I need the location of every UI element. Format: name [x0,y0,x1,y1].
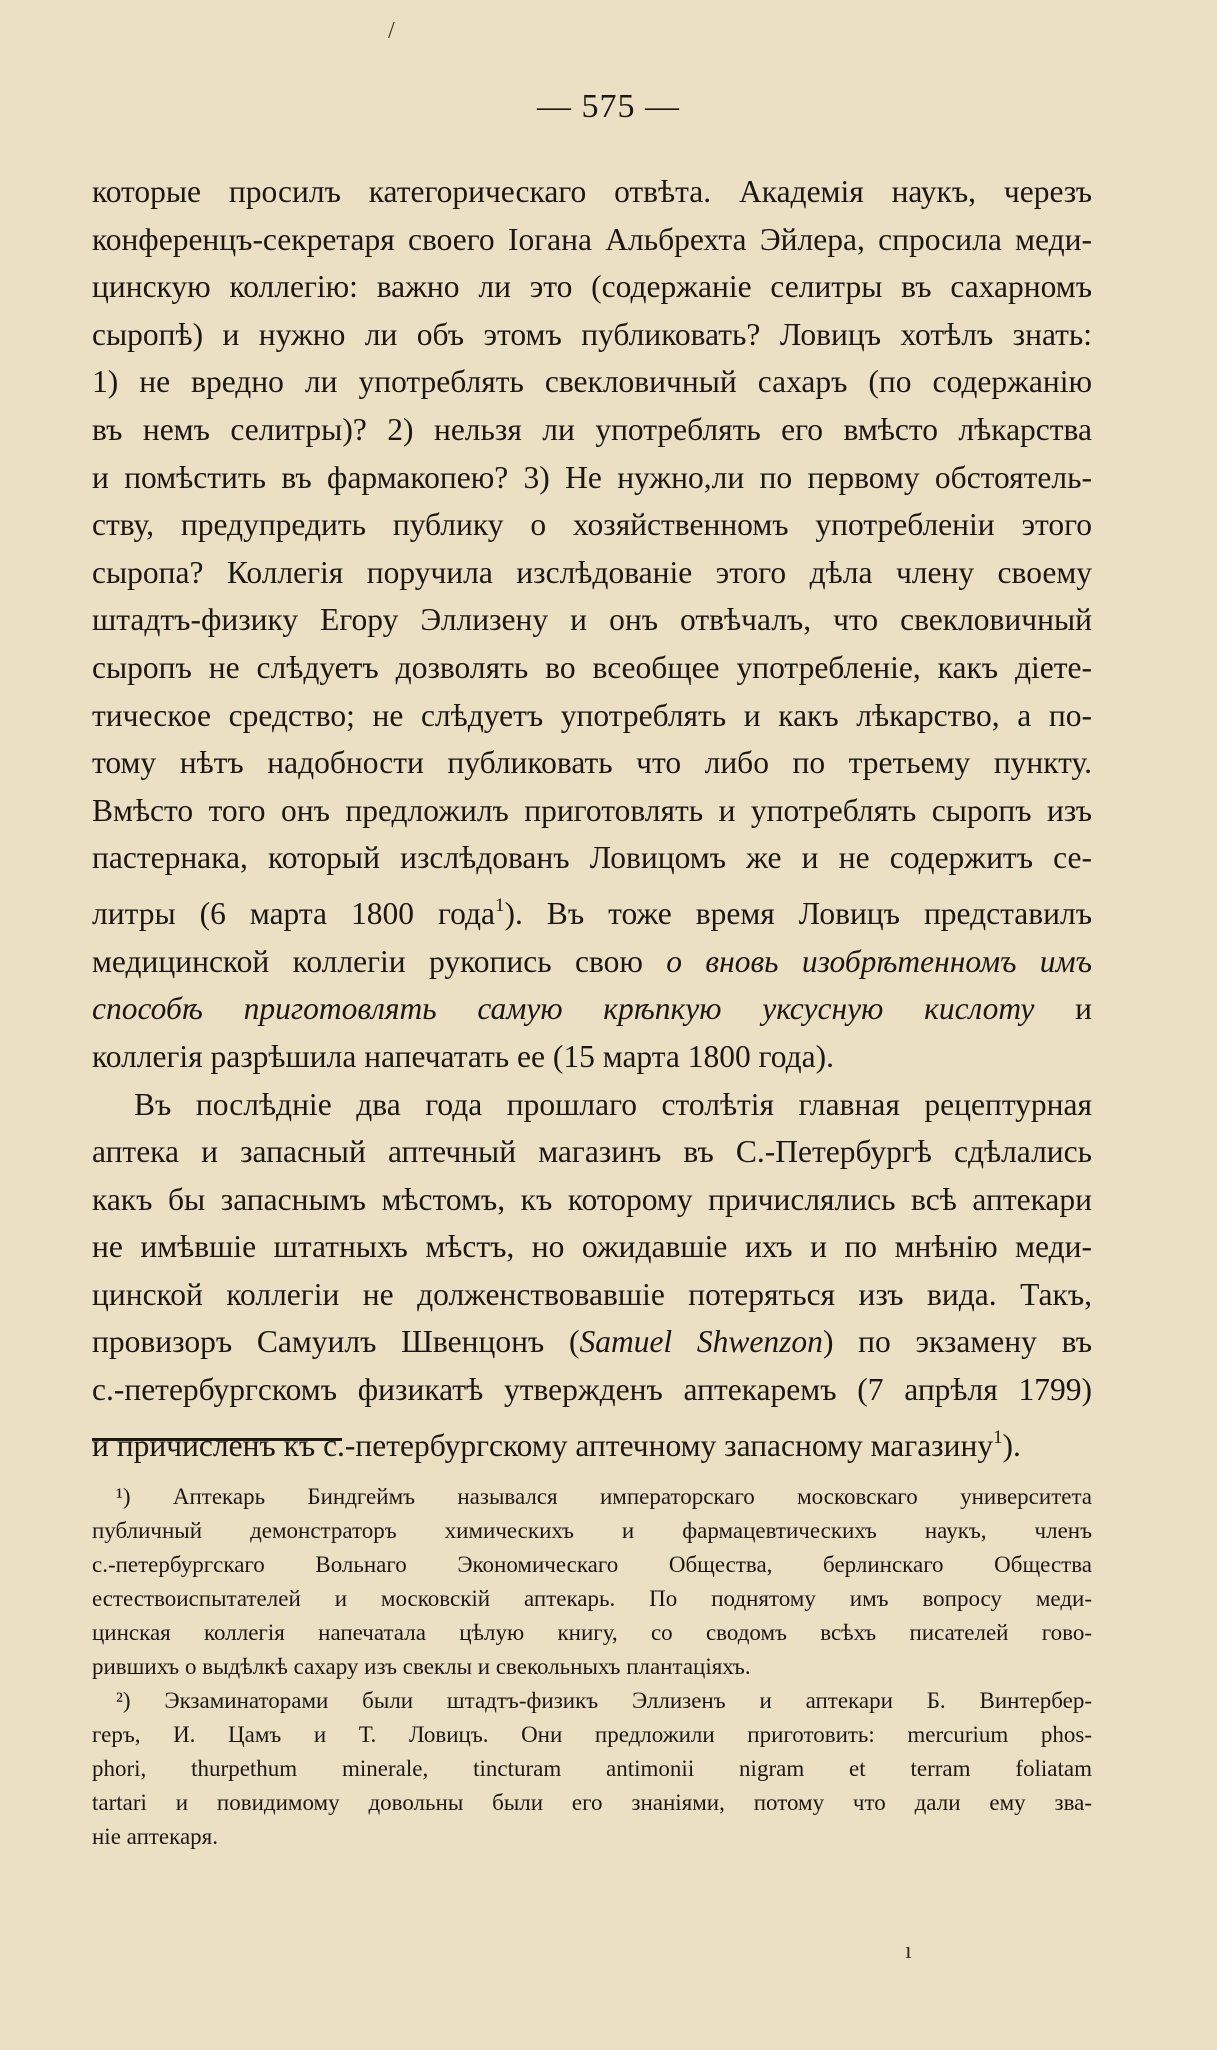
text-segment: ) по экзамену въ [822,1324,1092,1360]
text-line: не имѣвшіе штатныхъ мѣстъ, но ожидавшіе ихъ и по мнѣнію меди- [92,1229,1092,1265]
text-line [92,985,1092,1033]
footnote-ref: 1 [495,894,505,916]
stray-mark-top: / [388,18,395,44]
text-segment: и [1034,991,1093,1027]
footnote-line: геръ, И. Цамъ и Т. Ловицъ. Они предложили приготовить: mercurium phos- [92,1722,1092,1747]
text-line: 1) не вредно ли употреблять свекловичный сахаръ (по содержанію [92,364,1092,400]
text-line: тому нѣтъ надобности публиковать что либо по третьему пункту. [92,745,1092,781]
footnote-line: ніе аптекаря. [92,1824,218,1849]
text-line: сыропа? Коллегія поручила изслѣдованіе этого дѣла члену своему [92,554,1092,590]
text-line [92,1414,1092,1470]
text-line [92,938,1092,986]
text-line: цинскую коллегію: важно ли это (содержаніе селитры въ сахарномъ [92,269,1092,305]
page-number: — 575 — [537,88,680,125]
text-line: конференцъ-секретаря своего Іогана Альбрехта Эйлера, спросила меди- [92,221,1092,257]
main-text [92,168,1092,1469]
footnote-line: ²) Экзаминаторами были штадтъ-физикъ Эллизенъ и аптекари Б. Винтербер- [116,1688,1092,1713]
text-segment: ). Въ тоже время Ловицъ представилъ [504,896,1092,932]
text-line: штадтъ-физику Егору Эллизену и онъ отвѣчалъ, что свекловичный [92,602,1092,638]
text-line: сыропъ не слѣдуетъ дозволять во всеобщее употребленіе, какъ діете- [92,649,1092,685]
text-line: с.-петербургскомъ физикатѣ утвержденъ аптекаремъ (7 апрѣля 1799) [92,1372,1092,1408]
text-line: Въ послѣдніе два года прошлаго столѣтія главная рецептурная [134,1086,1092,1122]
text-segment: ). [1002,1427,1021,1463]
text-segment: медицинской коллегіи рукопись свою [92,943,667,979]
italic-title: о вновь изобрѣтенномъ имъ [666,943,1093,979]
text-line [92,1318,1092,1366]
text-line: коллегія разрѣшила напечатать ее (15 марта 1800 года). [92,1038,834,1074]
text-line: и помѣстить въ фармакопею? 3) Не нужно,ли по первому обстоятель- [92,459,1092,495]
footnote-line: tartari и повидимому довольны были его знаніями, потому что дали ему зва- [92,1790,1092,1815]
footnote-line: ¹) Аптекарь Биндгеймъ назывался императорскаго московскаго университета [116,1484,1092,1509]
footnote-line: цинская коллегія напечатала цѣлую книгу, со сводомъ всѣхъ писателей гово- [92,1620,1092,1645]
text-segment: провизоръ Самуилъ Швенцонъ ( [92,1324,580,1360]
footnote-ref: 1 [993,1426,1003,1448]
text-line: аптека и запасный аптечный магазинъ въ С.-Петербургѣ сдѣлались [92,1134,1092,1170]
footnotes [92,1480,1092,1854]
text-line: цинской коллегіи не долженствовавшіе потеряться изъ вида. Такъ, [92,1276,1092,1312]
text-line: тическое средство; не слѣдуетъ употреблять и какъ лѣкарство, а по- [92,697,1092,733]
footnote-divider [92,1438,342,1441]
stray-mark-bottom: ı [905,1938,912,1964]
italic-name: Samuel Shwenzon [579,1324,823,1360]
text-line [92,882,1092,938]
footnote-line: естествоиспытателей и московскій аптекарь. По поднятому имъ вопросу меди- [92,1586,1092,1611]
footnote-line: рившихъ о выдѣлкѣ сахару изъ свеклы и свекольныхъ плантаціяхъ. [92,1654,751,1679]
text-line: какъ бы запаснымъ мѣстомъ, къ которому причислялись всѣ аптекари [92,1181,1092,1217]
text-segment: литры (6 марта 1800 года [92,896,495,932]
text-line: которые просилъ категорическаго отвѣта. Академія наукъ, черезъ [92,174,1092,209]
text-line: пастернака, который изслѣдованъ Ловицомъ же и не содержитъ се- [92,840,1092,876]
text-line: ству, предупредить публику о хозяйственномъ употребленіи этого [92,507,1092,543]
text-line: въ немъ селитры)? 2) нельзя ли употреблять его вмѣсто лѣкарства [92,411,1092,447]
footnote-line: с.-петербургскаго Вольнаго Экономическаго Общества, берлинскаго Общества [92,1552,1092,1577]
footnote-line: публичный демонстраторъ химическихъ и фармацевтическихъ наукъ, членъ [92,1518,1092,1543]
footnote-line: phori, thurpethum minerale, tincturam antimonii nigram et terram foliatam [92,1756,1092,1781]
italic-title: способѣ приготовлять самую крѣпкую уксусную кислоту [92,991,1035,1027]
text-segment: и причисленъ къ с.-петербургскому аптечному запасному магазину [92,1427,994,1463]
text-line: Вмѣсто того онъ предложилъ приготовлять и употреблять сыропъ изъ [92,792,1092,828]
text-line: сыропѣ) и нужно ли объ этомъ публиковать? Ловицъ хотѣлъ знать: [92,316,1092,352]
